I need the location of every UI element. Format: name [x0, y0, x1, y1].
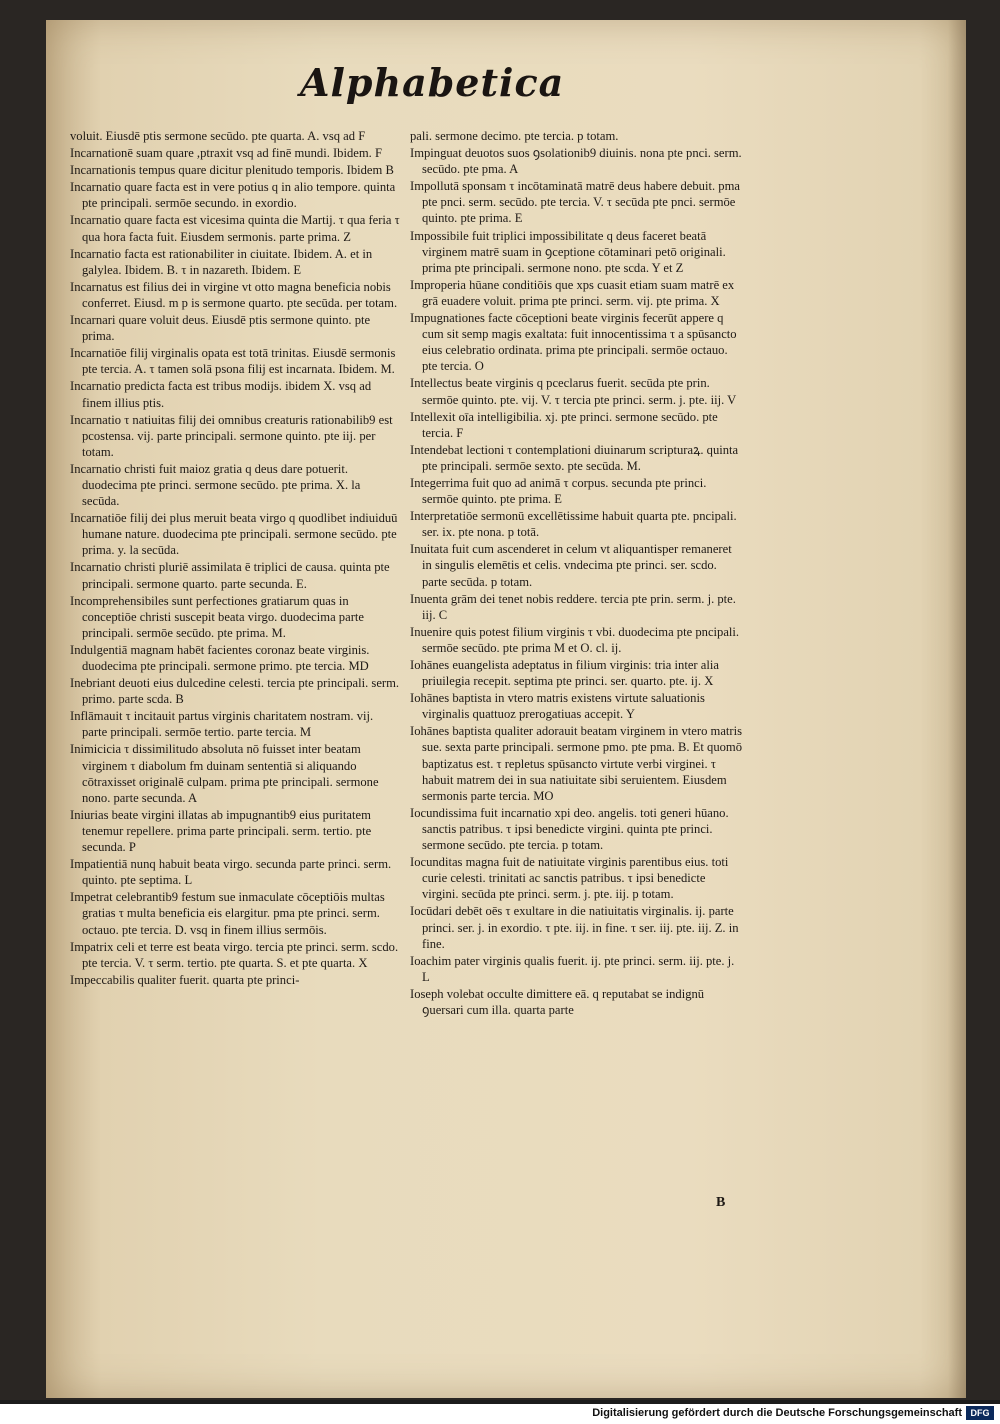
index-entry: Impatrix celi et terre est beata virgo. tercia pte princi. serm. scdo. pte tercia. V. τ serm. tertio. pte quarta. S. et pte quarta. X [70, 939, 399, 970]
index-entry: voluit. Eiusdē ptis sermone secūdo. pte quarta. A. vsq ad F [70, 129, 366, 143]
dfg-logo: DFG [966, 1406, 994, 1420]
running-head: Alphabetica [300, 60, 565, 105]
signature-mark: B [716, 1195, 726, 1210]
index-entry: Iocūdari debēt oēs τ exultare in die natiuitatis virginalis. ij. parte princi. ser. j. in exordio. τ pte. iij. in fine. τ ser. iij. pte. iij. Z. in fine. [410, 904, 739, 951]
index-entry: Incomprehensibiles sunt perfectiones gratiarum quas in conceptiōe christi suscepit beata virgo. duodecima parte principali. sermōe secūdo. pte prima. M. [70, 593, 364, 640]
index-entry: Impugnationes facte cōceptioni beate virginis fecerūt appere q cum sit semp magis exaltata: fuit innocentissima τ a spūsancto eius celebratio ordinata. prima pte principali. sermōe octauo. pte tercia. O [410, 311, 737, 374]
index-entry: Iohānes baptista in vtero matris existens virtute saluationis virginalis quattuoz prerogatiuas accepit. Y [410, 691, 705, 722]
index-entry: Integerrima fuit quo ad animā τ corpus. secunda pte princi. sermōe quinto. pte prima. E [410, 475, 707, 507]
index-entry: Interpretatiōe sermonū excellētissime habuit quarta pte. pncipali. ser. ix. pte nona. p totā. [410, 509, 737, 540]
index-entry: Inuenire quis potest filium virginis τ vbi. duodecima pte pncipali. sermōe secūdo. pte prima M et O. cl. ij. [410, 624, 740, 655]
index-entry: Inebriant deuoti eius dulcedine celesti. tercia pte principali. serm. primo. parte scda. B [70, 676, 400, 707]
index-entry: Ioachim pater virginis qualis fuerit. ij. pte princi. serm. iij. pte. j. L [410, 953, 735, 984]
index-entry: Incarnatio predicta facta est tribus modijs. ibidem X. vsq ad finem illius ptis. [70, 379, 372, 410]
index-entry: Incarnatiōe filij virginalis opata est totā trinitas. Eiusdē sermonis pte tercia. A. τ tamen solā psona filij est incarnata. Ibidem. M. [70, 346, 396, 377]
index-entry: pali. sermone decimo. pte tercia. p totam. [410, 129, 619, 143]
index-entry: Inimicicia τ dissimilitudo absoluta nō fuisset inter beatam virginem τ diabolum fm duinam sententiā si aliquando cōtraxisset originalē culpam. prima pte principali. sermone nono. parte secunda. A [70, 742, 379, 805]
index-entry: Indulgentiā magnam habēt facientes coronaz beate virginis. duodecima pte principali. sermone primo. pte tercia. MD [70, 642, 370, 673]
index-entry: Incarnatio christi pluriē assimilata ē triplici de causa. quinta pte principali. sermone quarto. parte secunda. E. [70, 560, 390, 591]
footer-bar [0, 1404, 1000, 1424]
index-entry: Iocundissima fuit incarnatio xpi deo. angelis. toti generi hūano. sanctis patribus. τ ipsi benedicte virgini. quinta pte princi. sermone secūdo. pte tercia. p totam. [410, 805, 729, 853]
index-entry: Incarnatio τ natiuitas filij dei omnibus creaturis rationabilib9 est pcostensa. vij. parte principali. sermone quinto. pte iij. per totam. [70, 412, 393, 459]
index-entry: Iohānes euangelista adeptatus in filium virginis: tria inter alia priuilegia recepit. septima pte princi. ser. quarto. pte. ij. X [410, 658, 719, 689]
index-entry: Incarnatio christi fuit maioz gratia q deus dare potuerit. duodecima pte princi. sermone secūdo. pte prima. X. la secūda. [70, 461, 361, 509]
index-entry: Inuitata fuit cum ascenderet in celum vt aliquantisper remaneret in singulis elemētis et celis. vndecima pte princi. ser. scdo. parte secūda. p totam. [410, 542, 732, 589]
left-column [70, 128, 400, 989]
index-entry: Inuenta grām dei tenet nobis reddere. tercia pte prin. serm. j. pte. iij. C [410, 591, 736, 622]
index-entry: Incarnationis tempus quare dicitur plenitudo temporis. Ibidem B [70, 163, 394, 178]
index-entry: Intellexit oīa intelligibilia. xj. pte princi. sermone secūdo. pte tercia. F [410, 409, 718, 440]
index-entry: Improperia hūane conditiōis que xps cuasit etiam suam matrē ex grā euadere voluit. prima pte princi. serm. vij. pte prima. X [410, 277, 735, 308]
index-entry: Iniurias beate virgini illatas ab impugnantib9 eius puritatem tenemur repellere. prima parte principali. serm. tertio. pte secunda. P [70, 807, 372, 855]
index-entry: Impinguat deuotos suos ꝯsolationib9 diuinis. nona pte pnci. serm. secūdo. pte pma. A [410, 146, 742, 177]
index-entry: Intendebat lectioni τ contemplationi diuinarum scripturaꝝ. quinta pte principali. sermōe sexto. pte secūda. M. [410, 442, 739, 473]
index-entry: Impollutā sponsam τ incōtaminatā matrē deus habere debuit. pma pte pnci. serm. secūdo. pte tercia. V. τ secūda pte pnci. sermōe quinto. pte prima. E [410, 179, 740, 226]
index-entry: Inflāmauit τ incitauit partus virginis charitatem nostram. vij. parte principali. sermōe tertio. parte tercia. M [70, 709, 374, 740]
index-entry: Incarnatio facta est rationabiliter in ciuitate. Ibidem. A. et in galylea. Ibidem. B. τ in nazareth. Ibidem. E [70, 246, 373, 277]
index-entry: Iocunditas magna fuit de natiuitate virginis parentibus eius. toti curie celesti. trinitati ac sanctis patribus. τ ipsi benedicte virgini. secūda pte princi. serm. j. pte. iij. p totam. [410, 855, 729, 902]
index-entry: Impatientiā nunq habuit beata virgo. secunda parte princi. serm. quinto. pte septima. L [70, 857, 392, 888]
footer-credit: Digitalisierung gefördert durch die Deutsche Forschungsgemeinschaft [592, 1407, 962, 1419]
page-edge-shadow [948, 20, 966, 1398]
index-entry: Incarnatus est filius dei in virgine vt otto magna beneficia nobis conferret. Eiusd. m p is sermone quarto. pte secūda. per totam. [70, 279, 398, 310]
index-entry: Incarnationē suam quare ,ptraxit vsq ad finē mundi. Ibidem. F [70, 146, 382, 161]
index-entry: Ioseph volebat occulte dimittere eā. q reputabat se indignū ꝯuersari cum illa. quarta parte [410, 986, 705, 1017]
index-entry: Impetrat celebrantib9 festum sue inmaculate cōceptiōis multas gratias τ multa beneficia eis elargitur. pma pte princi. serm. octauo. pte tercia. D. vsq in finem illius sermōis. [70, 890, 385, 937]
index-entry: Impossibile fuit triplici impossibilitate q deus faceret beatā virginem matrē suam in ꝯceptione cōtaminari petō originali. prima pte principali. sermone nono. pte scda. Y et Z [410, 228, 726, 275]
index-entry: Intellectus beate virginis q pceclarus fuerit. secūda pte prin. sermōe quinto. pte. vij. V. τ tercia pte princi. serm. j. pte. iij. V [410, 376, 737, 407]
index-entry: Impeccabilis qualiter fuerit. quarta pte princi- [70, 972, 300, 987]
index-entry: Incarnatio quare facta est vicesima quinta die Martij. τ qua feria τ qua hora facta fuit. Eiusdem sermonis. parte prima. Z [70, 213, 400, 244]
index-entry: Incarnatiōe filij dei plus meruit beata virgo q quodlibet indiuiduū humane nature. duodecima pte principali. sermone secūdo. pte prima. y. la secūda. [70, 511, 398, 558]
index-entry: Iohānes baptista qualiter adorauit beatam virginem in vtero matris sue. sexta parte principali. sermone pmo. pte pma. B. Et quomō baptizatus est. τ repletus spūsancto virtute verbi virginei. τ habuit matrem dei in sua natiuitate sibi seruientem. Eiusdem sermonis parte tercia. MO [410, 724, 743, 803]
index-entry: Incarnari quare voluit deus. Eiusdē ptis sermone quinto. pte prima. [70, 313, 371, 344]
index-entry: Incarnatio quare facta est in vere potius q in alio tempore. quinta pte principali. sermōe secundo. in exordio. [70, 180, 396, 211]
right-column [410, 128, 744, 1019]
